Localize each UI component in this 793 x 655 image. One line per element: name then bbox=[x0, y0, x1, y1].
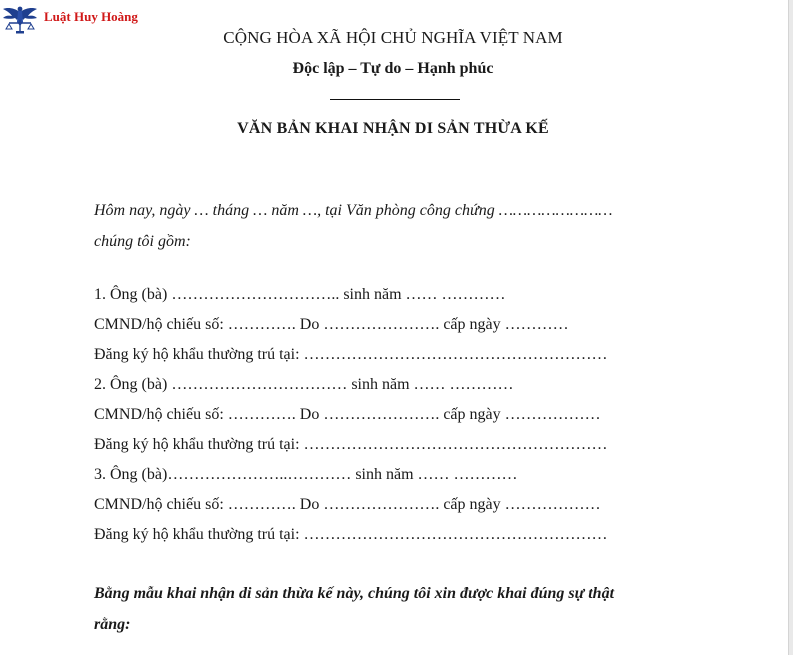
intro-line-2: chúng tôi gồm: bbox=[94, 233, 191, 250]
person-3-name-line: 3. Ông (bà)…………………..………… sinh năm …… ………… bbox=[94, 466, 518, 483]
person-3-residence-line: Đăng ký hộ khẩu thường trú tại: ………………………………………………… bbox=[94, 526, 608, 543]
person-2-id-line: CMND/hộ chiếu số: …………. Do …………………. cấp ngày ……………… bbox=[94, 406, 601, 423]
intro-line-1: Hôm nay, ngày … tháng … năm …, tại Văn phòng công chứng …………………… bbox=[94, 202, 613, 219]
declaration-line-2: rằng: bbox=[94, 616, 131, 633]
divider bbox=[330, 99, 460, 100]
person-2-residence-line: Đăng ký hộ khẩu thường trú tại: ………………………………………………… bbox=[94, 436, 608, 453]
document-title: VĂN BẢN KHAI NHẬN DI SẢN THỪA KẾ bbox=[237, 120, 549, 137]
person-1-id-line: CMND/hộ chiếu số: …………. Do …………………. cấp ngày ………… bbox=[94, 316, 569, 333]
person-3-id-line: CMND/hộ chiếu số: …………. Do …………………. cấp ngày ……………… bbox=[94, 496, 601, 513]
nation-heading: CỘNG HÒA XÃ HỘI CHỦ NGHĨA VIỆT NAM bbox=[223, 28, 563, 47]
person-1-name-line: 1. Ông (bà) ………………………….. sinh năm …… ………… bbox=[94, 286, 506, 303]
motto: Độc lập – Tự do – Hạnh phúc bbox=[292, 60, 494, 77]
declaration-line-1: Bằng mẫu khai nhận di sản thừa kế này, chúng tôi xin được khai đúng sự thật bbox=[94, 585, 615, 602]
person-1-residence-line: Đăng ký hộ khẩu thường trú tại: ………………………………………………… bbox=[94, 346, 608, 363]
person-2-name-line: 2. Ông (bà) …………………………… sinh năm …… ………… bbox=[94, 376, 514, 393]
logo-text: Luật Huy Hoàng bbox=[44, 9, 138, 24]
page-edge bbox=[788, 0, 793, 655]
